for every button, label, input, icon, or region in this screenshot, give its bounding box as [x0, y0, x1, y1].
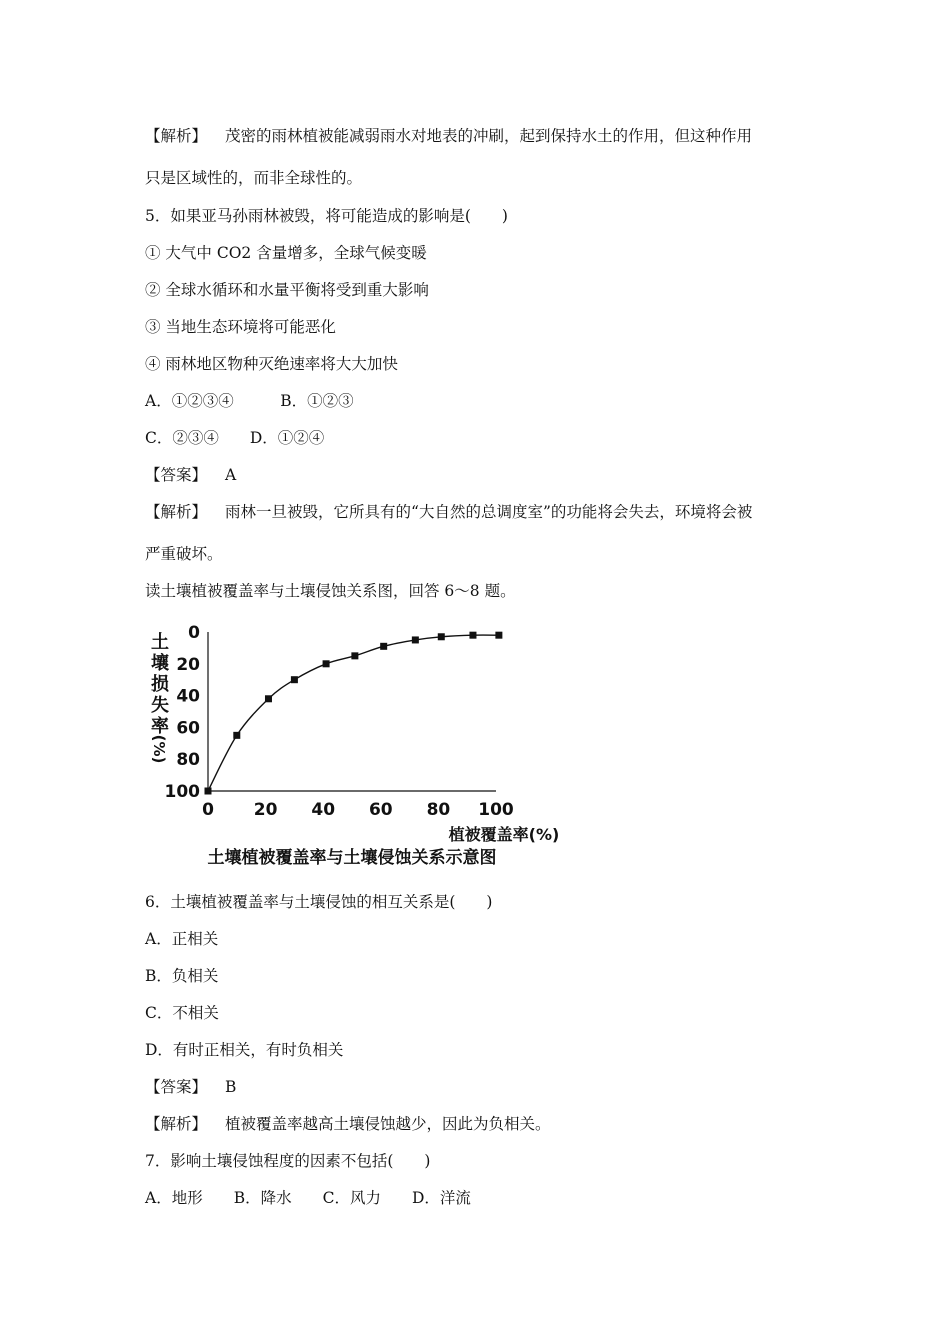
x-tick-label: 0 — [202, 800, 214, 820]
x-axis-label: 植被覆盖率(%) — [448, 825, 560, 844]
y-axis-label-unit: (%) — [150, 734, 168, 764]
y-tick-label: 40 — [176, 686, 200, 707]
data-point — [412, 636, 419, 643]
data-point — [469, 632, 476, 639]
analysis-text: 茂密的雨林植被能减弱雨水对地表的冲刷，起到保持水土的作用，但这种作用 — [225, 127, 753, 145]
analysis-text: 植被覆盖率越高土壤侵蚀越少，因此为负相关。 — [225, 1115, 551, 1133]
y-tick-label: 20 — [176, 654, 200, 675]
question-5-item-2: ② 全球水循环和水量平衡将受到重大影响 — [145, 281, 429, 299]
question-5-item-1: ① 大气中 CO2 含量增多，全球气候变暖 — [145, 244, 427, 262]
question-6-option-c: C．不相关 — [145, 1004, 219, 1022]
erosion-chart — [140, 618, 580, 870]
y-tick-labels — [165, 623, 201, 802]
data-point — [438, 633, 445, 640]
x-tick-label: 40 — [311, 800, 336, 820]
question-6-analysis — [145, 1114, 551, 1134]
x-tick-labels — [202, 800, 514, 820]
series-markers — [205, 632, 503, 795]
question-5-stem: 5．如果亚马孙雨林被毁，将可能造成的影响是( ) — [145, 207, 508, 225]
question-6-option-b: B．负相关 — [145, 967, 219, 985]
x-tick-label: 20 — [253, 800, 278, 820]
analysis-text: 雨林一旦被毁，它所具有的“大自然的总调度室”的功能将会失去，环境将会被 — [225, 503, 753, 521]
data-point — [495, 632, 502, 639]
y-axis-label — [150, 631, 169, 763]
y-tick-label: 80 — [176, 750, 200, 771]
question-5-analysis-line-1 — [145, 502, 752, 522]
question-6-option-a: A．正相关 — [145, 930, 219, 948]
question-6-answer — [145, 1077, 236, 1097]
y-axis-label-char: 壤 — [151, 653, 169, 674]
analysis-1-line-1 — [145, 126, 752, 146]
question-5-options-row-1: A．①②③④ B．①②③ — [145, 392, 354, 410]
question-5-answer — [145, 465, 236, 485]
y-tick-label: 100 — [164, 782, 200, 802]
data-point — [291, 676, 298, 683]
answer-tag: 【答案】 — [145, 1078, 208, 1096]
question-6-option-d: D．有时正相关，有时负相关 — [145, 1041, 344, 1059]
analysis-1-line-2: 只是区域性的，而非全球性的。 — [145, 169, 363, 187]
data-point — [265, 695, 272, 702]
x-tick-label: 60 — [368, 800, 393, 820]
analysis-tag: 【解析】 — [145, 1115, 208, 1133]
question-5-item-3: ③ 当地生态环境将可能恶化 — [145, 318, 336, 336]
question-7-options: A．地形 B．降水 C．风力 D．洋流 — [145, 1189, 471, 1207]
question-5-analysis-line-2: 严重破坏。 — [145, 545, 223, 563]
y-axis-label-char: 损 — [151, 674, 169, 695]
y-axis-label-char: 土 — [151, 632, 169, 653]
y-tick-label: 0 — [188, 623, 200, 643]
x-tick-label: 80 — [426, 800, 451, 820]
analysis-tag: 【解析】 — [145, 503, 208, 521]
data-point — [205, 788, 212, 795]
answer-value: B — [225, 1078, 237, 1096]
data-point — [351, 652, 358, 659]
y-axis-label-char: 率 — [151, 716, 169, 737]
analysis-tag: 【解析】 — [145, 127, 208, 145]
question-5-options-row-2: C．②③④ D．①②④ — [145, 429, 325, 447]
x-tick-label: 100 — [478, 800, 514, 820]
y-axis-label-char: 失 — [151, 695, 169, 716]
question-6-stem: 6．土壤植被覆盖率与土壤侵蚀的相互关系是( ) — [145, 893, 493, 911]
data-point — [380, 643, 387, 650]
y-tick-label: 60 — [176, 718, 200, 739]
data-point — [323, 660, 330, 667]
answer-tag: 【答案】 — [145, 466, 208, 484]
answer-value: A — [225, 466, 237, 484]
chart-title: 土壤植被覆盖率与土壤侵蚀关系示意图 — [207, 848, 497, 868]
question-5-item-4: ④ 雨林地区物种灭绝速率将大大加快 — [145, 355, 398, 373]
chart-intro: 读土壤植被覆盖率与土壤侵蚀关系图，回答 6～8 题。 — [145, 582, 516, 600]
data-point — [233, 732, 240, 739]
question-7-stem: 7．影响土壤侵蚀程度的因素不包括( ) — [145, 1152, 431, 1170]
